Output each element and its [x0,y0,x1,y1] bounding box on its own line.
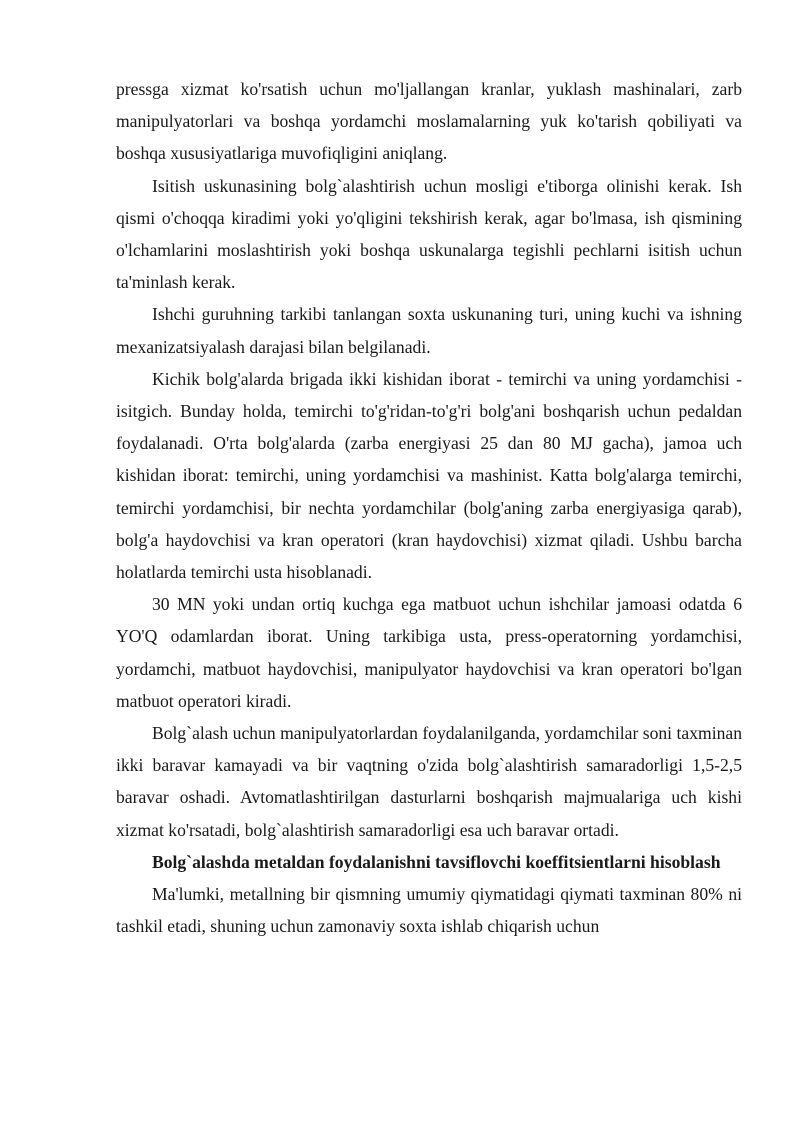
paragraph-manipulators: Bolg`alash uchun manipulyatorlardan foydalanilganda, yordamchilar soni taxminan ikki baravar kamayadi va bir vaqtning o'zida bolg`alashtirish samaradorligi 1,5-2,5 baravar oshadi. Avtomatlashtirilgan dasturlarni boshqarish majmualariga uch kishi xizmat ko'rsatadi, bolg`alashtirish samaradorligi esa uch baravar ortadi. [116,723,742,840]
paragraph-intro-continuation: pressga xizmat ko'rsatish uchun mo'ljallangan kranlar, yuklash mashinalari, zarb manipulyatorlari va boshqa yordamchi moslamalarning yuk ko'tarish qobiliyati va boshqa xususiyatlariga muvofiqligini aniqlang. [116,79,742,164]
paragraph-heating-equipment: Isitish uskunasining bolg`alashtirish uchun mosligi e'tiborga olinishi kerak. Ish qismi o'choqqa kiradimi yoki yo'qligini tekshirish kerak, agar bo'lmasa, ish qismining o'lchamlarini moslashtirish yoki boshqa uskunalarga tegishli pechlarni isitish uchun ta'minlash kerak. [116,175,742,293]
paragraph-work-team: Ishchi guruhning tarkibi tanlangan soxta uskunaning turi, uning kuchi va ishning mexanizatsiyalash darajasi bilan belgilanadi. [116,304,742,357]
paragraph-hammer-brigade: Kichik bolg'alarda brigada ikki kishidan iborat - temirchi va uning yordamchisi - isitgich. Bunday holda, temirchi to'g'ridan-to'g'ri bolg'ani boshqarish uchun pedaldan foydalanadi. O'rta bolg'alarda (zarba energiyasi 25 dan 80 MJ gacha), jamoa uch kishidan iborat: temirchi, uning yordamchisi va mashinist. Katta bolg'alarga temirchi, temirchi yordamchisi, bir nechta yordamchilar (bolg'aning zarba energiyasiga qarab), bolg'a haydovchisi va kran operatori (kran haydovchisi) xizmat qiladi. Ushbu barcha holatlarda temirchi usta hisoblanadi. [116,368,742,583]
document-page [116,73,742,942]
paragraph-metal-cost: Ma'lumki, metallning bir qismning umumiy qiymatidagi qiymati taxminan 80% ni tashkil etadi, shuning uchun zamonaviy soxta ishlab chiqarish uchun [116,884,742,937]
paragraph-press-team: 30 MN yoki undan ortiq kuchga ega matbuot uchun ishchilar jamoasi odatda 6 YO'Q odamlardan iborat. Uning tarkibiga usta, press-operatorning yordamchisi, yordamchi, matbuot haydovchisi, manipulyator haydovchisi va kran operatori bo'lgan matbuot operatori kiradi. [116,594,742,711]
section-heading: Bolg`alashda metaldan foydalanishni tavsiflovchi koeffitsientlarni hisoblash [152,851,721,872]
